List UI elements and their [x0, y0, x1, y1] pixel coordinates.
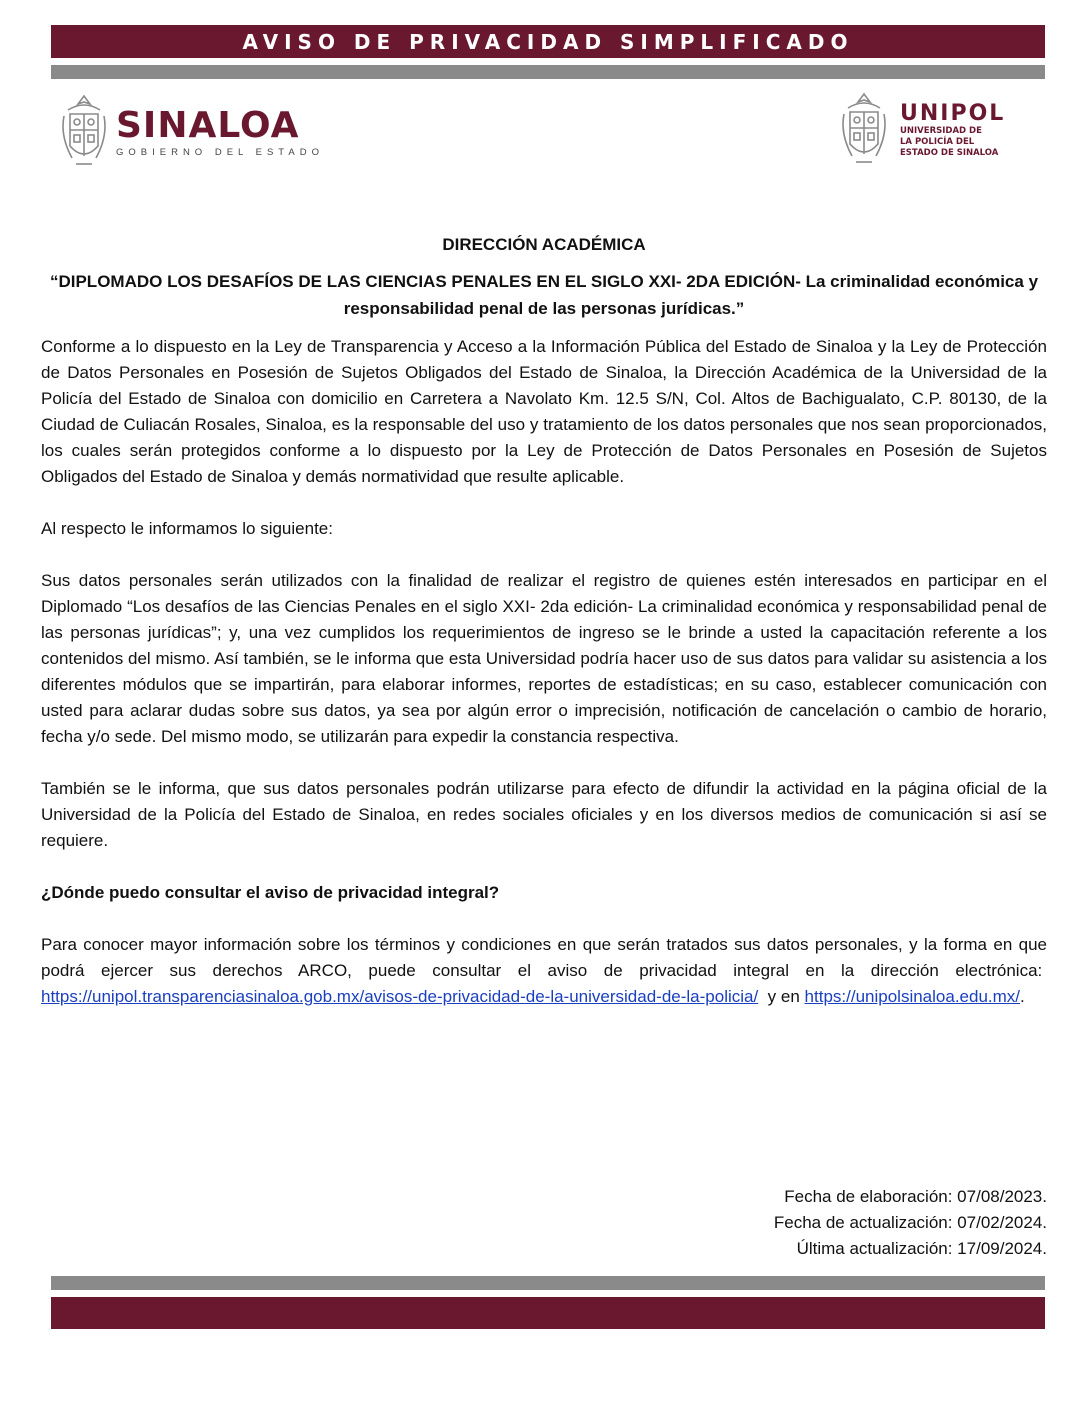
diploma-title: “DIPLOMADO LOS DESAFÍOS DE LAS CIENCIAS PENALES EN EL SIGLO XXI- 2DA EDICIÓN- La criminalidad económica y responsabilidad penal de las personas jurídicas.”: [49, 272, 1039, 318]
footer-banner: [51, 1297, 1045, 1329]
sinaloa-logo: [58, 92, 324, 172]
unipol-logo: [838, 90, 1005, 170]
link-connector: y en: [767, 987, 800, 1006]
transparency-link[interactable]: https://unipol.transparenciasinaloa.gob.mx/avisos-de-privacidad-de-la-universidad-de-la-policia/: [41, 987, 759, 1006]
question-heading: ¿Dónde puedo consultar el aviso de privacidad integral?: [41, 883, 500, 902]
unipol-wordmark: UNIPOL: [900, 100, 1006, 126]
section-heading: DIRECCIÓN ACADÉMICA: [442, 235, 646, 254]
paragraph-data-usage: Sus datos personales serán utilizados con la finalidad de realizar el registro de quienes estén interesados en participar en el Diplomado “Los desafíos de las Ciencias Penales en el siglo XXI- 2da edición- La criminalidad económica y responsabilidad penal de las personas jurídicas”; y, una vez cumplidos los requerimientos de ingreso se le brinde a usted la capacitación referente a los contenidos del mismo. Así también, se le informa que esta Universidad podría hacer uso de sus datos para validar su asistencia a los diferentes módulos que se impartirán, para elaborar informes, reportes de estadísticas; en su caso, establecer comunicación con usted para aclarar dudas sobre sus datos, ya sea por algún error o imprecisión, notificación de cancelación o cambio de horario, fecha y/o sede. Del mismo modo, se utilizarán para expedir la constancia respectiva.: [41, 571, 1047, 746]
paragraph-legal-basis: Conforme a lo dispuesto en la Ley de Transparencia y Acceso a la Información Pública del Estado de Sinaloa y la Ley de Protección de Datos Personales en Posesión de Sujetos Obligados del Estado de Sinaloa, la Dirección Académica de la Universidad de la Policía del Estado de Sinaloa con domicilio en Carretera a Navolato Km. 12.5 S/N, Col. Altos de Bachigualato, C.P. 80130, de la Ciudad de Culiacán Rosales, Sinaloa, es la responsable del uso y tratamiento de los datos personales que nos sean proporcionados, los cuales serán protegidos conforme a lo dispuesto por la Ley de Protección de Datos Personales en Posesión de Sujetos Obligados del Estado de Sinaloa y demás normatividad que resulte aplicable.: [41, 337, 1047, 486]
paragraph-intro: Al respecto le informamos lo siguiente:: [41, 519, 333, 538]
paragraph-integral-notice: [41, 932, 1047, 1010]
date-elaboration: Fecha de elaboración: 07/08/2023.: [784, 1187, 1047, 1206]
sinaloa-wordmark: SINALOA: [116, 104, 300, 146]
footer-gray-rule: [51, 1276, 1045, 1290]
header-banner: [51, 25, 1045, 58]
document-body: [41, 232, 1047, 1010]
date-update: Fecha de actualización: 07/02/2024.: [773, 1213, 1047, 1232]
state-seal-icon: [838, 90, 890, 170]
header-gray-rule: [51, 65, 1045, 79]
banner-title: AVISO DE PRIVACIDAD SIMPLIFICADO: [242, 29, 854, 54]
integral-notice-text: Para conocer mayor información sobre los términos y condiciones en que serán tratados sus datos personales, y la forma en que podrá ejercer sus derechos ARCO, puede consultar el aviso de privacidad integral en la dirección electrónica:: [41, 935, 1047, 980]
state-seal-icon: [58, 92, 110, 172]
document-dates: [774, 1184, 1047, 1262]
link-suffix: .: [1020, 987, 1025, 1006]
sinaloa-subtitle: GOBIERNO DEL ESTADO: [116, 146, 324, 158]
unipol-site-link[interactable]: https://unipolsinaloa.edu.mx/: [804, 987, 1021, 1006]
date-last-update: Última actualización: 17/09/2024.: [796, 1239, 1047, 1258]
paragraph-dissemination: También se le informa, que sus datos personales podrán utilizarse para efecto de difundir la actividad en la página oficial de la Universidad de la Policía del Estado de Sinaloa, en redes sociales oficiales y en los diversos medios de comunicación si así se requiere.: [41, 779, 1047, 850]
unipol-subtitle: UNIVERSIDAD DE LA POLICÍA DEL ESTADO DE SINALOA: [900, 125, 999, 158]
